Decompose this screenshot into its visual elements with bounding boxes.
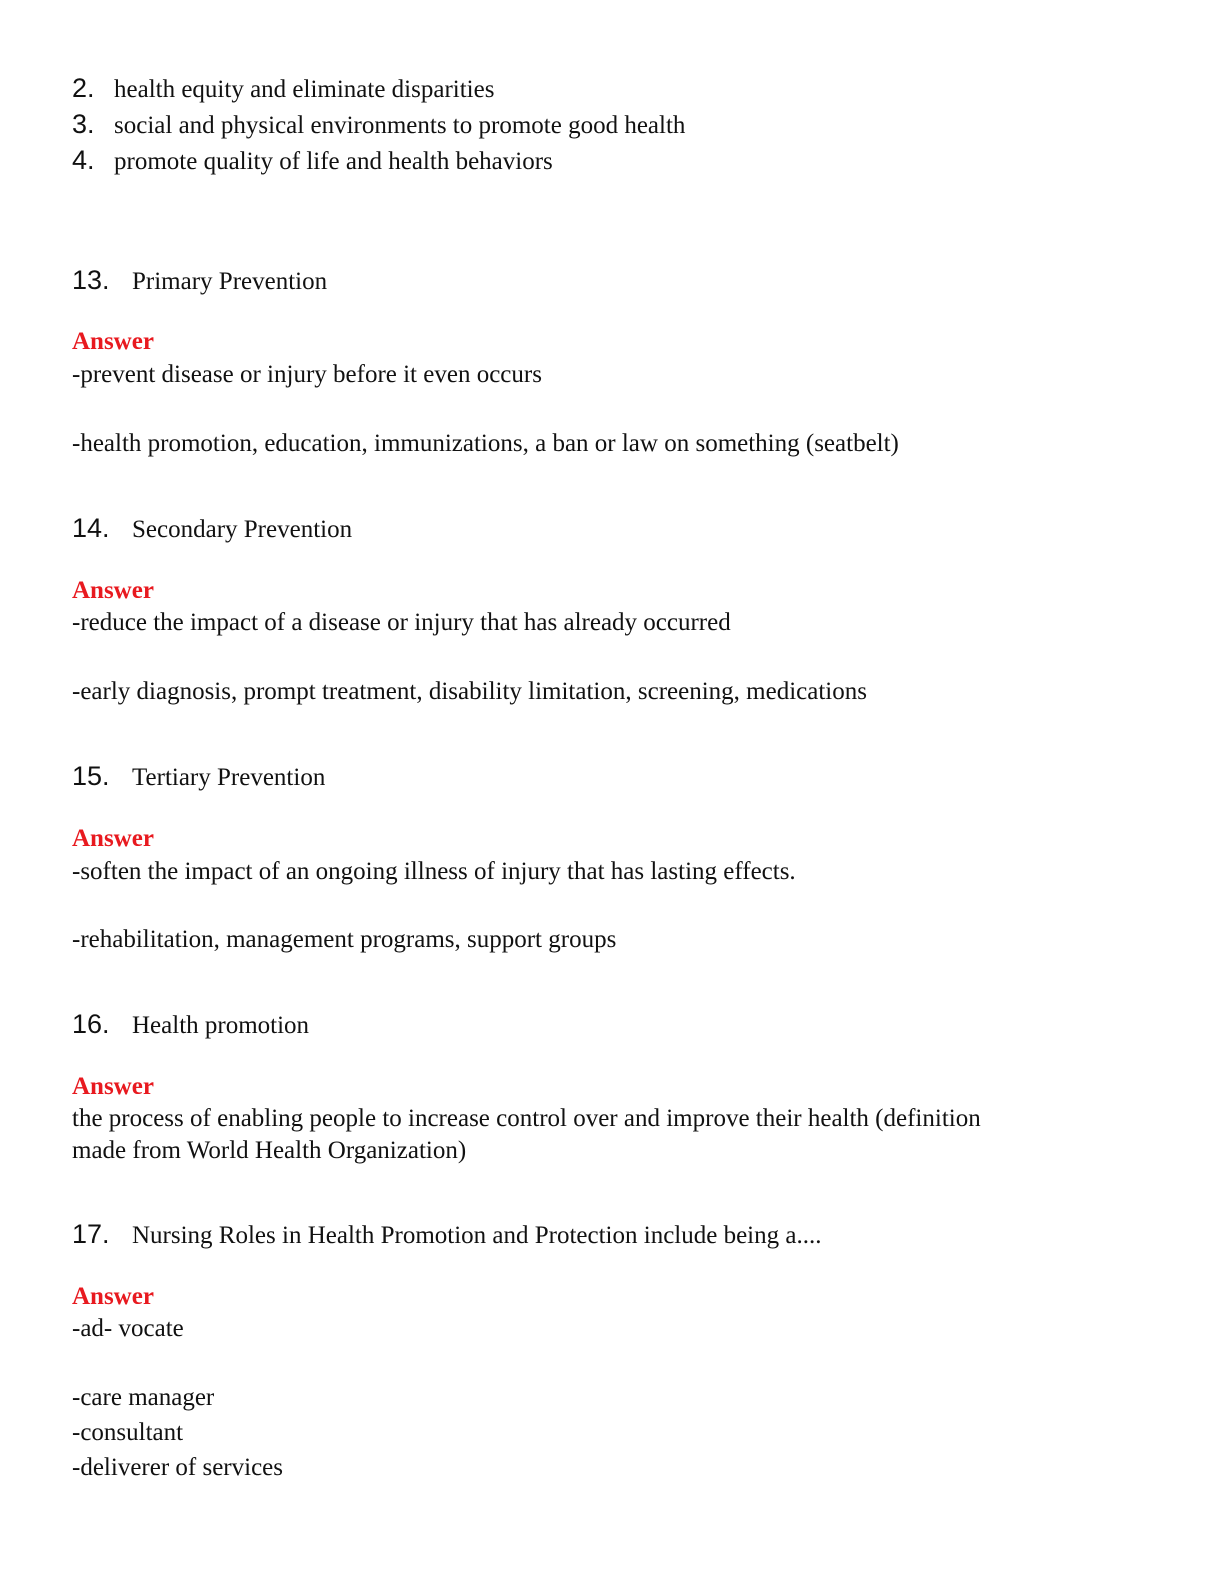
answer-text: -ad- vocate	[72, 1315, 184, 1342]
question-text: Nursing Roles in Health Promotion and Protection include being a....	[132, 1222, 822, 1249]
list-number: 3.	[72, 109, 95, 139]
answer-text: -prevent disease or injury before it even occurs	[72, 361, 542, 388]
question-number: 13.	[72, 265, 110, 295]
question-number: 16.	[72, 1009, 110, 1039]
list-item	[72, 72, 494, 106]
answer-label: Answer	[72, 577, 154, 604]
answer-text: -early diagnosis, prompt treatment, disability limitation, screening, medications	[72, 678, 867, 705]
question-number: 15.	[72, 761, 110, 791]
answer-label: Answer	[72, 1073, 154, 1100]
answer-text: made from World Health Organization)	[72, 1137, 467, 1164]
question-number: 17.	[72, 1219, 110, 1249]
list-item	[72, 144, 553, 178]
list-number: 2.	[72, 73, 95, 103]
list-text: promote quality of life and health behaviors	[114, 148, 553, 175]
answer-text: -consultant	[72, 1419, 184, 1446]
question-text: Primary Prevention	[132, 268, 328, 295]
answer-label: Answer	[72, 825, 154, 852]
answer-text: -reduce the impact of a disease or injury that has already occurred	[72, 609, 731, 636]
answer-text: -health promotion, education, immunizations, a ban or law on something (seatbelt)	[72, 430, 899, 457]
answer-text: -care manager	[72, 1384, 215, 1411]
answer-label: Answer	[72, 1283, 154, 1310]
question-16	[72, 1008, 309, 1042]
list-text: health equity and eliminate disparities	[114, 76, 495, 103]
answer-text: the process of enabling people to increase control over and improve their health (definition	[72, 1105, 981, 1132]
question-text: Tertiary Prevention	[132, 764, 326, 791]
answer-text: -rehabilitation, management programs, support groups	[72, 926, 617, 953]
question-text: Secondary Prevention	[132, 516, 353, 543]
question-13	[72, 264, 327, 298]
question-text: Health promotion	[132, 1012, 310, 1039]
answer-label: Answer	[72, 328, 154, 355]
question-15	[72, 760, 325, 794]
answer-text: -deliverer of services	[72, 1454, 283, 1481]
list-text: social and physical environments to promote good health	[114, 112, 686, 139]
list-number: 4.	[72, 145, 95, 175]
question-17	[72, 1218, 821, 1252]
question-number: 14.	[72, 513, 110, 543]
list-item	[72, 108, 685, 142]
answer-text: -soften the impact of an ongoing illness of injury that has lasting effects.	[72, 858, 796, 885]
question-14	[72, 512, 352, 546]
